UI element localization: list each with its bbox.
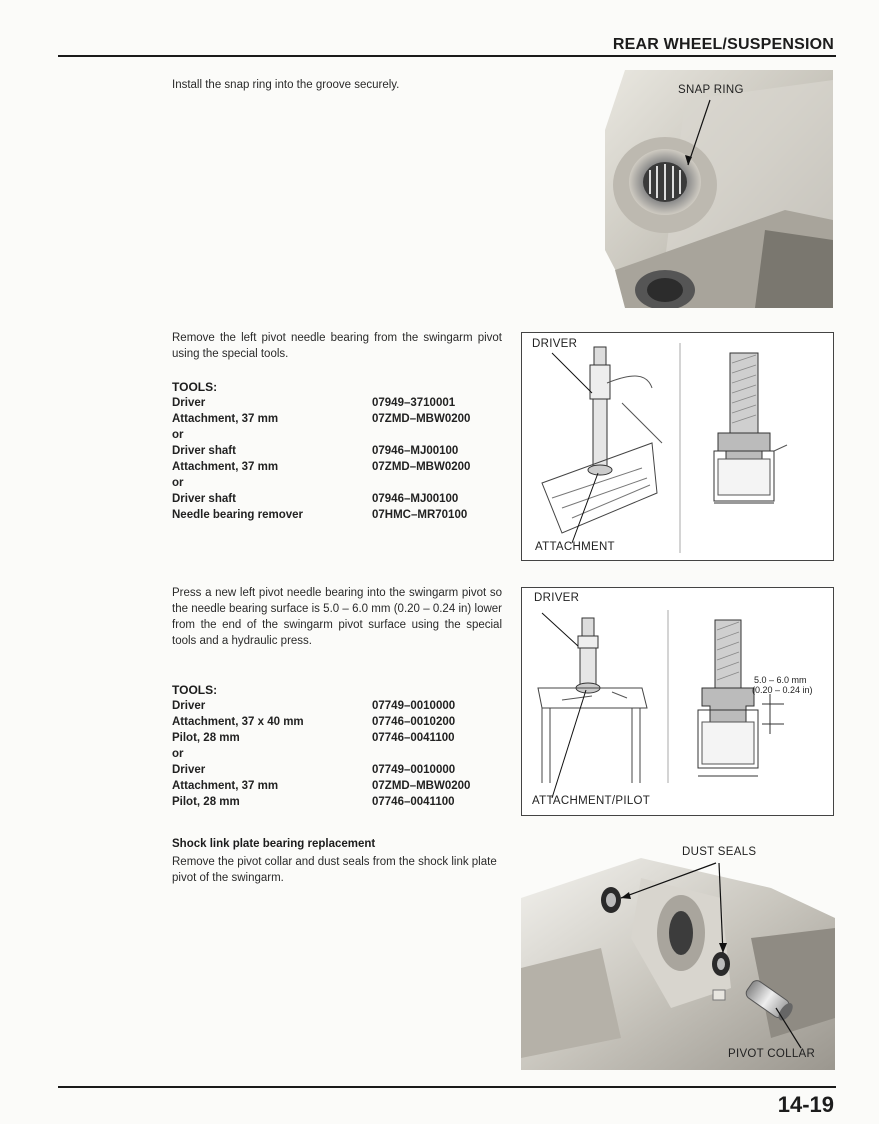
depth-dimension-in: (0.20 – 0.24 in)	[752, 685, 813, 695]
tool-name: Attachment, 37 mm	[172, 780, 279, 792]
tool-name: Attachment, 37 mm	[172, 413, 279, 425]
tool-name: Driver shaft	[172, 493, 236, 505]
pivot-collar-label: PIVOT COLLAR	[728, 1048, 816, 1060]
tool-name: Driver shaft	[172, 445, 236, 457]
driver-label: DRIVER	[534, 592, 580, 604]
tool-code: 07ZMD–MBW0200	[372, 461, 471, 473]
tool-name: Attachment, 37 mm	[172, 461, 279, 473]
tool-name: Driver	[172, 700, 206, 712]
step4-text: Remove the pivot collar and dust seals from the shock link plate pivot of the swingarm.	[172, 856, 497, 884]
attachment-label: ATTACHMENT	[535, 541, 615, 553]
step1-text: Install the snap ring into the groove securely.	[172, 79, 400, 91]
tool-code: 07749–0010000	[372, 700, 456, 712]
tool-name: Pilot, 28 mm	[172, 732, 240, 744]
section-heading: Shock link plate bearing replacement	[172, 838, 376, 850]
bearing-install-diagram	[521, 587, 834, 816]
tools-heading: TOOLS:	[172, 380, 218, 394]
tool-code: 07749–0010000	[372, 764, 456, 776]
driver-label: DRIVER	[532, 338, 578, 350]
header-rule	[58, 55, 836, 57]
tool-name: Attachment, 37 x 40 mm	[172, 716, 304, 728]
tool-or: or	[172, 477, 184, 489]
footer-rule	[58, 1086, 836, 1088]
tool-code: 07946–MJ00100	[372, 493, 459, 505]
tool-name: Driver	[172, 764, 206, 776]
snap-ring-photo	[605, 70, 833, 308]
tool-code: 07949–3710001	[372, 397, 456, 409]
tool-code: 07746–0041100	[372, 732, 455, 744]
tool-code: 07HMC–MR70100	[372, 509, 468, 521]
dust-seals-label: DUST SEALS	[682, 846, 757, 858]
section-title: REAR WHEEL/SUSPENSION	[612, 36, 834, 53]
tool-or: or	[172, 748, 184, 760]
tool-code: 07746–0010200	[372, 716, 456, 728]
depth-dimension-mm: 5.0 – 6.0 mm	[754, 675, 807, 685]
pivot-collar-photo	[521, 838, 835, 1070]
tool-code: 07746–0041100	[372, 796, 455, 808]
attachment-pilot-label: ATTACHMENT/PILOT	[532, 795, 651, 807]
bearing-removal-diagram	[521, 332, 834, 561]
tool-name: Driver	[172, 397, 206, 409]
tool-or: or	[172, 429, 184, 441]
snap-ring-label: SNAP RING	[678, 84, 744, 96]
tool-name: Pilot, 28 mm	[172, 796, 240, 808]
step3-text: Press a new left pivot needle bearing into the swingarm pivot so the needle bearing surface is 5.0 – 6.0 mm (0.20 – 0.24 in) lower from the end of the swingarm pivot surface using the special tools and a hydraulic press.	[172, 587, 502, 647]
tools-heading: TOOLS:	[172, 683, 218, 697]
tool-code: 07ZMD–MBW0200	[372, 780, 471, 792]
tool-name: Needle bearing remover	[172, 509, 304, 521]
step2-text: Remove the left pivot needle bearing from the swingarm pivot using the special tools.	[172, 332, 502, 360]
tool-code: 07946–MJ00100	[372, 445, 459, 457]
page-number: 14-19	[777, 1092, 834, 1117]
tool-code: 07ZMD–MBW0200	[372, 413, 471, 425]
